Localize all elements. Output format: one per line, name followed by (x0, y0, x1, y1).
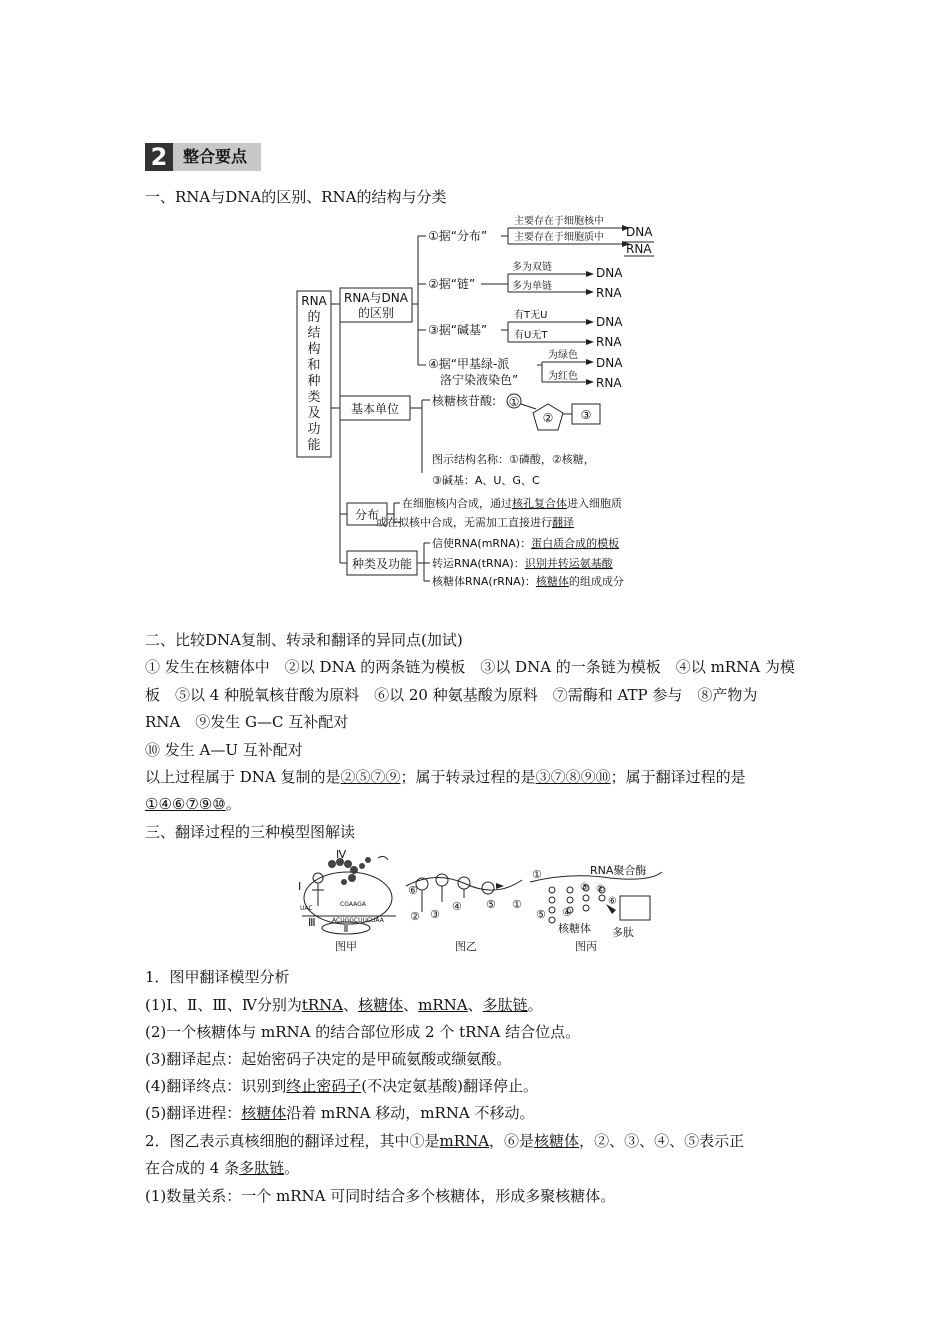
fig-yi-caption: 图乙 (455, 940, 477, 953)
criterion-strand: ②据“链” (428, 277, 476, 291)
root-label-6: 类 (307, 390, 321, 405)
fig-yi-num-5: ⑤ (486, 898, 496, 911)
heading-3: 三、翻译过程的三种模型图解读 (145, 823, 356, 841)
s1-item-2: (2)一个核糖体与 mRNA 的结合部位形成 2 个 tRNA 结合位点。 (145, 1023, 581, 1041)
fig-bing-num-1: ① (532, 868, 542, 881)
s1-item-5: (5)翻译进程：核糖体沿着 mRNA 移动，mRNA 不移动。 (145, 1104, 535, 1122)
kind-trna: 转运RNA(tRNA)：识别并转运氨基酸 (432, 557, 613, 570)
root-label-1: 的 (307, 310, 321, 325)
translation-model-figures (290, 850, 670, 960)
c2-bottom-label: 多为单链 (512, 281, 552, 292)
fig-yi-num-4: ④ (452, 900, 462, 913)
c3-top-label: 有T无U (514, 310, 548, 321)
root-label-5: 种 (307, 374, 321, 389)
c3-rna: RNA (596, 335, 622, 349)
fig-jia-caption: 图甲 (335, 940, 357, 953)
summary-line-2: ①④⑥⑦⑨⑩。 (145, 795, 241, 813)
fig-bing-num-5: ⑤ (536, 908, 546, 921)
root-label-8: 功 (307, 422, 321, 437)
dist-line1: 在细胞核内合成，通过核孔复合体进入细胞质 (402, 497, 622, 510)
root-label-9: 能 (307, 438, 321, 453)
section-number: 2 (145, 143, 173, 171)
c4-top-label: 为绿色 (548, 350, 578, 361)
nucleotide-sugar: ② (542, 411, 554, 425)
c1-bottom-label: 主要存在于细胞质中 (514, 232, 604, 243)
s1-item-1: (1)Ⅰ、Ⅱ、Ⅲ、Ⅳ分别为tRNA、核糖体、mRNA、多肽链。 (145, 996, 543, 1014)
unit-desc-line2: ③碱基：A、U、G、C (432, 474, 540, 487)
c2-rna: RNA (596, 286, 622, 300)
diff-box-line1: RNA与DNA (344, 291, 408, 305)
unit-box-label: 基本单位 (350, 402, 400, 416)
s1-item-4: (4)翻译终点：识别到终止密码子(不决定氨基酸)翻译停止。 (145, 1077, 538, 1095)
root-label-7: 及 (307, 406, 321, 421)
list-line-2: 板 ⑤以 4 种脱氧核苷酸为原料 ⑥以 20 种氨基酸为原料 ⑦需酶和 ATP 参与 ⑧产物为 (145, 686, 758, 704)
unit-desc-line1: 图示结构名称：①磷酸，②核糖， (432, 453, 595, 466)
c1-top-label: 主要存在于细胞核中 (514, 216, 604, 227)
subsection-2: 2．图乙表示真核细胞的翻译过程，其中①是mRNA，⑥是核糖体，②、③、④、⑤表示正 (145, 1132, 745, 1150)
c2-dna: DNA (596, 266, 623, 280)
root-label-0: RNA (301, 294, 327, 308)
fig-jia-seq-top: CGAAGA (340, 901, 366, 908)
subsection-1: 1．图甲翻译模型分析 (145, 968, 290, 986)
section-title: 整合要点 (173, 143, 261, 171)
c4-bottom-label: 为红色 (548, 371, 578, 382)
unit-label: 核糖核苷酸: (432, 394, 497, 408)
root-label-3: 构 (307, 342, 321, 357)
diff-box-line2: 的区别 (357, 306, 395, 320)
fig-bing-num-3: ③ (580, 882, 589, 893)
c4-rna: RNA (596, 376, 622, 390)
fig-bing-num-6: ⑥ (608, 896, 617, 907)
fig-bing-caption: 图丙 (575, 940, 597, 953)
fig-yi-num-3: ③ (430, 908, 440, 921)
fig-jia-roman-3: Ⅲ (308, 916, 316, 929)
kind-mrna: 信使RNA(mRNA)：蛋白质合成的模板 (432, 537, 620, 550)
fig-yi-num-1: ① (512, 898, 522, 911)
nucleotide-phosphate: ① (508, 395, 520, 409)
fig-jia-seq-bottom: ACUGGCUUCUAA (332, 917, 384, 924)
dist-box-label: 分布 (354, 508, 380, 522)
fig-bing-num-4: ④ (562, 906, 572, 919)
s2-item-1: (1)数量关系：一个 mRNA 可同时结合多个核糖体，形成多聚核糖体。 (145, 1187, 616, 1205)
summary-line: 以上过程属于 DNA 复制的是②⑤⑦⑨；属于转录过程的是③⑦⑧⑨⑩；属于翻译过程的是 (145, 768, 746, 786)
c3-dna: DNA (596, 315, 623, 329)
fig-bing-ribosome: 核糖体 (558, 922, 591, 935)
fig-yi-num-2: ② (410, 910, 420, 923)
criterion-stain-line1: ④据“甲基绿-派 (428, 357, 510, 371)
c1-dna: DNA (626, 225, 653, 239)
list-line-3: RNA ⑨发生 G—C 互补配对 (145, 713, 349, 731)
list-line-4: ⑩ 发生 A—U 互补配对 (145, 741, 303, 759)
c2-top-label: 多为双链 (512, 262, 552, 273)
fig-jia-codon: UAC (300, 905, 313, 912)
fig-bing-rna-polymerase: RNA聚合酶 (590, 864, 647, 877)
c4-dna: DNA (596, 356, 623, 370)
fig-jia-roman-2: Ⅱ (343, 924, 349, 935)
dist-line2: 或在拟核中合成，无需加工直接进行翻译 (376, 516, 574, 529)
root-label-2: 结 (307, 326, 321, 341)
kind-box-label: 种类及功能 (351, 557, 413, 571)
root-label-4: 和 (307, 358, 321, 373)
kind-rrna: 核糖体RNA(rRNA)：核糖体的组成成分 (432, 575, 624, 588)
fig-jia-roman-4: Ⅳ (336, 850, 347, 861)
c3-bottom-label: 有U无T (514, 330, 548, 341)
rna-structure-diagram (290, 208, 670, 600)
criterion-stain-line2: 洛宁染液染色” (440, 373, 519, 387)
list-line-1: ① 发生在核糖体中 ②以 DNA 的两条链为模板 ③以 DNA 的一条链为模板 ④以 mRNA 为模 (145, 658, 795, 676)
c1-rna: RNA (626, 242, 652, 256)
heading-1: 一、RNA与DNA的区别、RNA的结构与分类 (145, 188, 447, 206)
s1-item-3: (3)翻译起点：起始密码子决定的是甲硫氨酸或缬氨酸。 (145, 1050, 512, 1068)
fig-jia-roman-1: Ⅰ (298, 880, 302, 893)
fig-bing-num-2: ② (596, 884, 605, 895)
heading-2: 二、比较DNA复制、转录和翻译的异同点(加试) (145, 631, 463, 649)
fig-bing-peptide: 多肽 (612, 926, 634, 939)
criterion-distribution: ①据“分布” (428, 229, 488, 243)
nucleotide-base: ③ (580, 408, 592, 422)
criterion-base: ③据“碱基” (428, 323, 488, 337)
subsection-2-line-2: 在合成的 4 条多肽链。 (145, 1159, 300, 1177)
fig-yi-num-6: ⑥ (408, 884, 418, 897)
